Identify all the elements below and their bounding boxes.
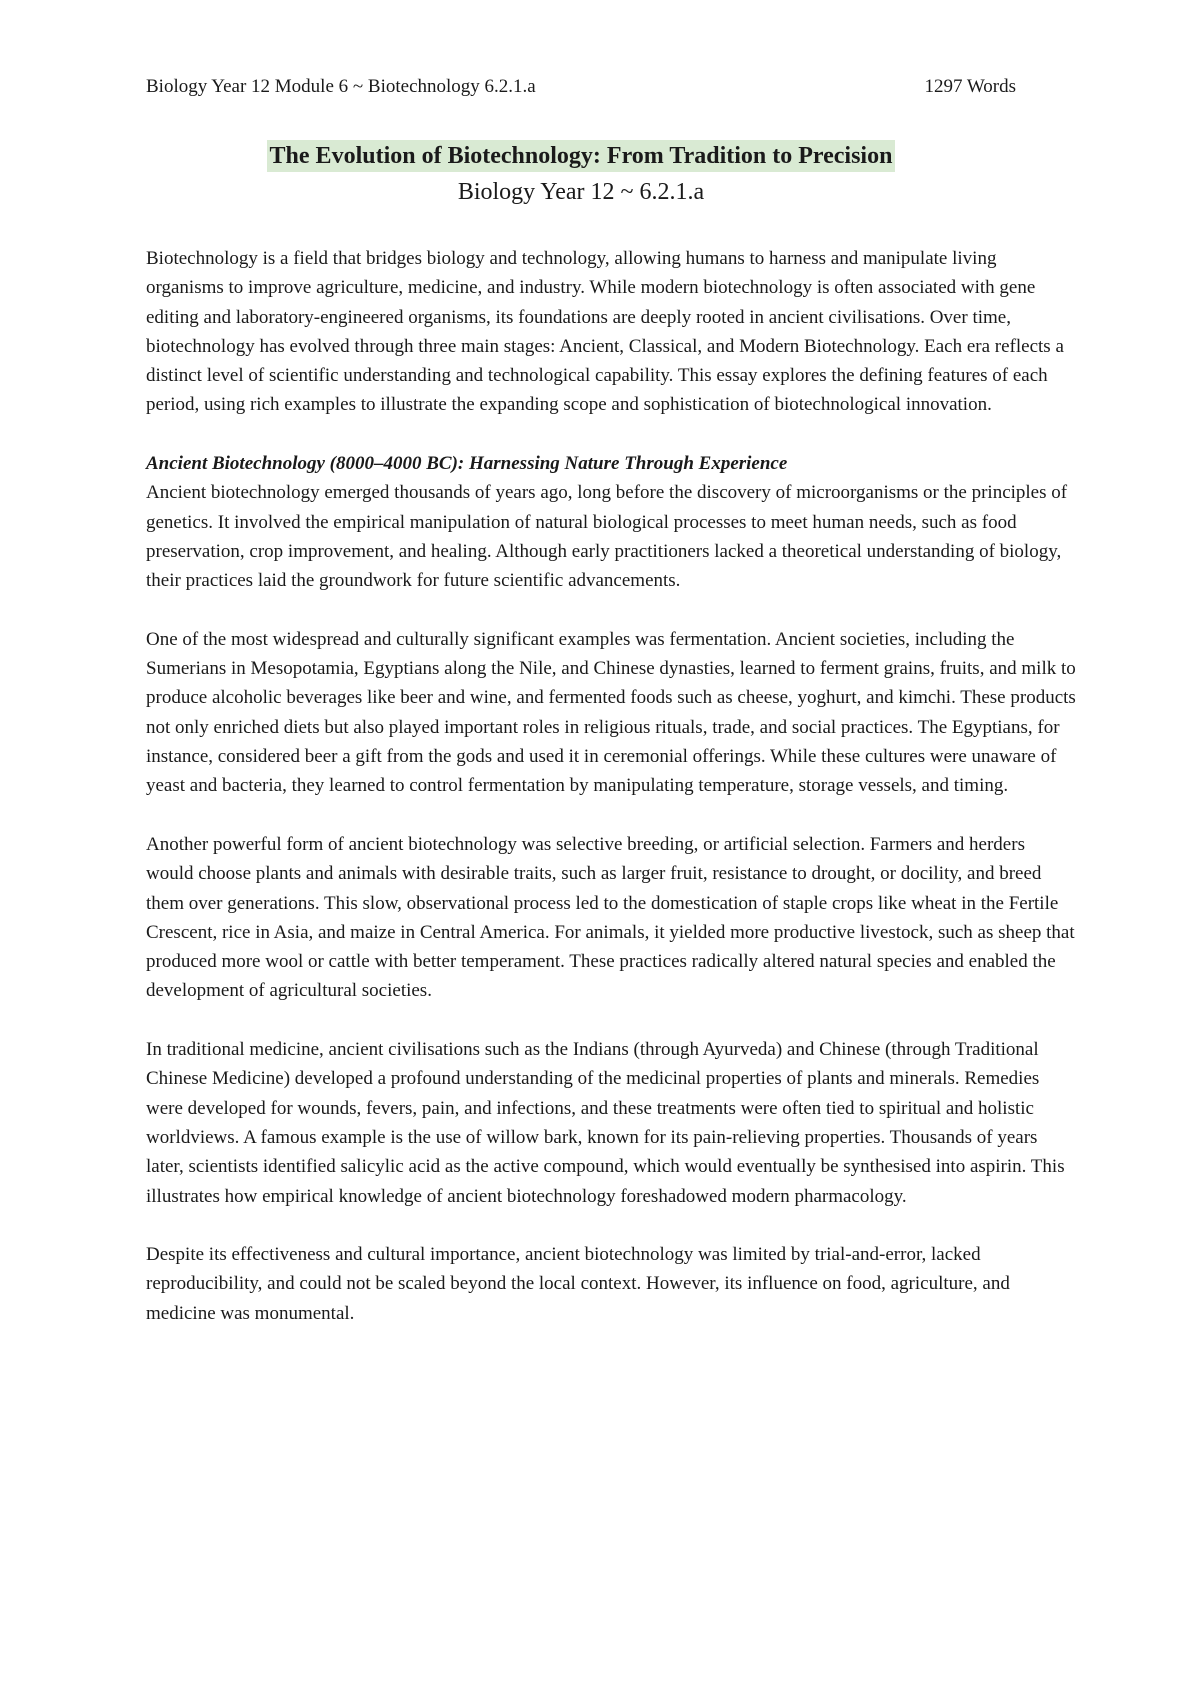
document-title: The Evolution of Biotechnology: From Tradition to Precision (267, 140, 896, 172)
title-block (146, 140, 1016, 208)
page-header (146, 74, 1016, 100)
body-paragraph: Another powerful form of ancient biotechnology was selective breeding, or artificial selection. Farmers and herders would choose plants and animals with desirable traits, such as larger fruit, resistance to drought, or docility, and breed them over generations. This slow, observational process led to the domestication of staple crops like wheat in the Fertile Crescent, rice in Asia, and maize in Central America. For animals, it yielded more productive livestock, such as sheep that produced more wool or cattle with better temperament. These practices radically altered natural species and enabled the development of agricultural societies. (146, 833, 1075, 1002)
body-paragraph: Despite its effectiveness and cultural importance, ancient biotechnology was limited by trial-and-error, lacked reproducibility, and could not be scaled beyond the local context. However, its influence on food, agriculture, and medicine was monumental. (146, 1244, 1010, 1324)
document-subtitle: Biology Year 12 ~ 6.2.1.a (457, 179, 705, 205)
body-paragraph: In traditional medicine, ancient civilisations such as the Indians (through Ayurveda) and Chinese (through Traditional Chinese Medicine) developed a profound understanding of the medicinal properties of plants and minerals. Remedies were developed for wounds, fevers, pain, and infections, and these treatments were often tied to spiritual and holistic worldviews. A famous example is the use of willow bark, known for its pain-relieving properties. Thousands of years later, scientists identified salicylic acid as the active compound, which would eventually be synthesised into aspirin. This illustrates how empirical knowledge of ancient biotechnology foreshadowed modern pharmacology. (146, 1039, 1065, 1207)
header-word-count: 1297 Words (924, 76, 1016, 97)
intro-paragraph: Biotechnology is a field that bridges biology and technology, allowing humans to harness and manipulate living organisms to improve agriculture, medicine, and industry. While modern biotechnology is often associated with gene editing and laboratory-engineered organisms, its foundations are deeply rooted in ancient civilisations. Over time, biotechnology has evolved through three main stages: Ancient, Classical, and Modern Biotechnology. Each era reflects a distinct level of scientific understanding and technological capability. This essay explores the defining features of each period, using rich examples to illustrate the expanding scope and sophistication of biotechnological innovation. (146, 248, 1064, 416)
header-course-label: Biology Year 12 Module 6 ~ Biotechnology 6.2.1.a (146, 76, 536, 97)
section-heading: Ancient Biotechnology (8000–4000 BC): Harnessing Nature Through Experience (146, 453, 788, 475)
body-paragraph: One of the most widespread and culturally significant examples was fermentation. Ancient societies, including the Sumerians in Mesopotamia, Egyptians along the Nile, and Chinese dynasties, learned to ferment grains, fruits, and milk to produce alcoholic beverages like beer and wine, and fermented foods such as cheese, yoghurt, and kimchi. These products not only enriched diets but also played important roles in religious rituals, trade, and social practices. The Egyptians, for instance, considered beer a gift from the gods and used it in ceremonial offerings. While these cultures were unaware of yeast and bacteria, they learned to control fermentation by manipulating temperature, storage vessels, and timing. (146, 628, 1076, 797)
document-body (146, 244, 1076, 1357)
section-ancient (146, 449, 1076, 595)
body-paragraph: Ancient biotechnology emerged thousands of years ago, long before the discovery of microorganisms or the principles of genetics. It involved the empirical manipulation of natural biological processes to meet human needs, such as food preservation, crop improvement, and healing. Although early practitioners lacked a theoretical understanding of biology, their practices laid the groundwork for future scientific advancements. (146, 482, 1068, 592)
